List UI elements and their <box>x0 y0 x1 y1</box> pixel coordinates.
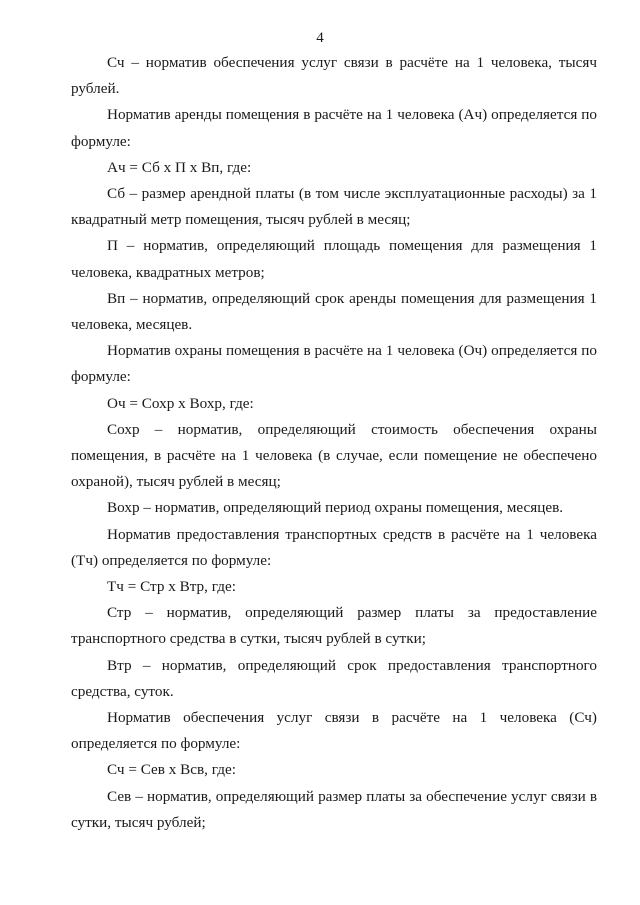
paragraph-sch-definition: Сч – норматив обеспечения услуг связи в расчёте на 1 человека, тысяч рублей. <box>71 54 597 98</box>
document-body <box>71 50 597 836</box>
formula-ach: Ач = Сб х П х Вп, где: <box>107 158 252 176</box>
paragraph-sb-definition: Сб – размер арендной платы (в том числе эксплуатационные расходы) за 1 квадратный метр помещения, тысяч рублей в месяц; <box>71 185 597 229</box>
paragraph-vtr-definition: Втр – норматив, определяющий срок предоставления транспортного средства, суток. <box>71 656 597 700</box>
paragraph-communication-norm: Норматив обеспечения услуг связи в расчёте на 1 человека (Сч) определяется по формуле: <box>71 709 597 753</box>
paragraph-rent-norm: Норматив аренды помещения в расчёте на 1 человека (Ач) определяется по формуле: <box>71 106 597 150</box>
paragraph-security-norm: Норматив охраны помещения в расчёте на 1 человека (Оч) определяется по формуле: <box>71 342 597 386</box>
formula-sch: Сч = Сев х Всв, где: <box>107 761 236 779</box>
paragraph-str-definition: Стр – норматив, определяющий размер платы за предоставление транспортного средства в сутки, тысяч рублей в сутки; <box>71 604 597 648</box>
page-number: 4 <box>316 30 324 46</box>
paragraph-p-definition: П – норматив, определяющий площадь помещения для размещения 1 человека, квадратных метров; <box>71 237 597 281</box>
paragraph-vp-definition: Вп – норматив, определяющий срок аренды помещения для размещения 1 человека, месяцев. <box>71 289 597 334</box>
paragraph-sev-definition: Сев – норматив, определяющий размер платы за обеспечение услуг связи в сутки, тысяч рублей; <box>71 787 597 831</box>
formula-och: Оч = Сохр х Вохр, где: <box>107 394 254 412</box>
paragraph-sokhr-definition: Сохр – норматив, определяющий стоимость обеспечения охраны помещения, в расчёте на 1 человека (в случае, если помещение не обеспечено охраной), тысяч рублей в месяц; <box>71 420 597 491</box>
formula-tch: Тч = Стр х Втр, где: <box>107 578 236 596</box>
paragraph-vokhr-definition: Вохр – норматив, определяющий период охраны помещения, месяцев. <box>107 499 564 517</box>
paragraph-transport-norm: Норматив предоставления транспортных средств в расчёте на 1 человека (Тч) определяется по формуле: <box>71 525 597 569</box>
